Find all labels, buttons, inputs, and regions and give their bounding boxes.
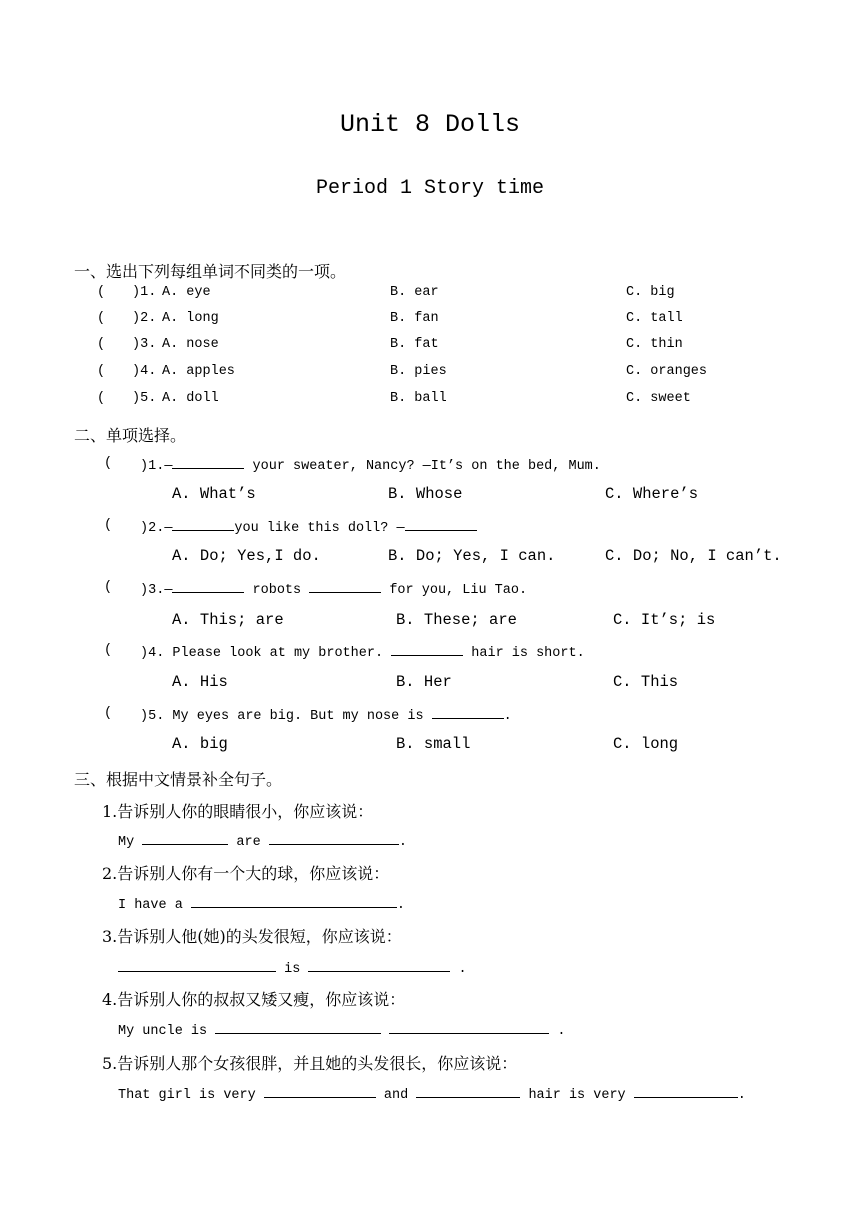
answer-blank[interactable] [308,959,450,972]
option-c: C. sweet [626,391,691,406]
paren-open: ( [104,643,113,658]
question-row [140,706,512,724]
paren-open: ( [97,285,106,300]
option-a: A. nose [162,337,219,352]
question-row [140,518,477,536]
option-b: B. Her [396,673,452,691]
question-text: — [164,583,173,598]
question-number: )1. [140,459,165,474]
option-b: B. Whose [388,485,463,503]
answer-text: My [118,835,143,850]
paren-open: ( [97,391,106,406]
item-number: )2. [132,311,157,326]
question-text: . [503,709,512,724]
question-text: robots [244,583,310,598]
option-c: C. long [613,735,679,753]
answer-blank[interactable] [416,1085,520,1098]
option-a: A. What’s [172,485,256,503]
answer-blank[interactable] [172,518,234,531]
paren-open: ( [104,706,113,721]
answer-text: . [450,962,467,977]
option-b: B. fan [390,311,439,326]
answer-blank[interactable] [118,959,276,972]
answer-blank[interactable] [172,580,244,593]
question-number: )5. [140,709,165,724]
paren-open: ( [97,311,106,326]
answer-text: . [549,1024,566,1039]
prompt-text: 3.告诉别人他(她)的头发很短，你应该说： [102,927,402,946]
answer-line [118,895,405,913]
section-2-heading: 二、单项选择。 [74,426,187,445]
answer-text: hair is very [520,1088,634,1103]
question-number: )4. [140,646,165,661]
option-b: B. ball [390,391,447,406]
answer-blank[interactable] [389,1021,549,1034]
answer-blank[interactable] [172,456,244,469]
question-number: )2. [140,521,165,536]
page-subtitle: Period 1 Story time [315,177,545,200]
answer-text: . [396,898,406,913]
answer-blank[interactable] [191,895,397,908]
prompt-text: 5.告诉别人那个女孩很胖，并且她的头发很长，你应该说： [102,1054,518,1073]
question-row [140,456,601,474]
option-a: A. apples [162,364,235,379]
item-number: )5. [132,391,157,406]
answer-text: . [398,835,407,850]
paren-open: ( [97,337,106,352]
section-3-heading: 三、根据中文情景补全句子。 [74,770,283,789]
question-text: hair is short. [463,646,585,661]
question-row [140,580,527,598]
option-c: C. big [626,285,675,300]
answer-line [118,1021,566,1039]
answer-blank[interactable] [405,518,477,531]
option-b: B. pies [390,364,447,379]
answer-blank[interactable] [215,1021,381,1034]
option-c: C. It’s; is [613,611,716,629]
answer-text: is [284,962,309,977]
option-c: C. thin [626,337,683,352]
page-title: Unit 8 Dolls [339,110,521,139]
option-a: A. big [172,735,228,753]
option-b: B. These; are [396,611,517,629]
item-number: )1. [132,285,157,300]
paren-open: ( [97,364,106,379]
option-c: C. Do; No, I can’t. [605,547,782,565]
answer-blank[interactable] [142,832,228,845]
option-a: A. doll [162,391,219,406]
option-b: B. small [396,735,471,753]
answer-text: and [375,1088,417,1103]
answer-blank[interactable] [391,643,463,656]
item-number: )4. [132,364,157,379]
option-b: B. fat [390,337,439,352]
question-row [140,643,585,661]
option-a: A. eye [162,285,211,300]
option-c: C. Where’s [605,485,699,503]
prompt-text: 4.告诉别人你的叔叔又矮又瘦，你应该说： [102,990,406,1009]
answer-blank[interactable] [432,706,504,719]
question-text: — [164,521,173,536]
prompt-text: 1.告诉别人你的眼睛很小，你应该说： [102,802,374,821]
question-text: My eyes are big. But my nose is [172,709,432,724]
answer-line [118,832,407,850]
answer-line [118,1085,746,1103]
answer-blank[interactable] [309,580,381,593]
question-number: )3. [140,583,165,598]
paren-open: ( [104,518,113,533]
answer-blank[interactable] [264,1085,376,1098]
section-1-heading: 一、选出下列每组单词不同类的一项。 [74,262,347,281]
question-text: for you, Liu Tao. [381,583,528,598]
option-a: A. long [162,311,219,326]
answer-text: That girl is very [118,1088,264,1103]
answer-blank[interactable] [269,832,399,845]
option-c: C. oranges [626,364,708,379]
option-b: B. Do; Yes, I can. [388,547,556,565]
paren-open: ( [104,580,113,595]
option-c: C. tall [626,311,683,326]
question-text: — [164,459,173,474]
option-a: A. This; are [172,611,284,629]
question-text: Please look at my brother. [172,646,392,661]
answer-text [381,1024,389,1039]
option-c: C. This [613,673,679,691]
answer-line [118,959,467,977]
answer-text: I have a [118,898,191,913]
option-a: A. Do; Yes,I do. [172,547,321,565]
option-b: B. ear [390,285,439,300]
option-a: A. His [172,673,228,691]
prompt-text: 2.告诉别人你有一个大的球，你应该说： [102,864,390,883]
answer-text: are [228,835,269,850]
question-text: your sweater, Nancy? —It’s on the bed, Mum. [244,459,601,474]
answer-blank[interactable] [634,1085,738,1098]
paren-open: ( [104,456,113,471]
answer-text: My uncle is [118,1024,216,1039]
answer-text: . [737,1088,746,1103]
item-number: )3. [132,337,157,352]
question-text: you like this doll? — [234,521,405,536]
